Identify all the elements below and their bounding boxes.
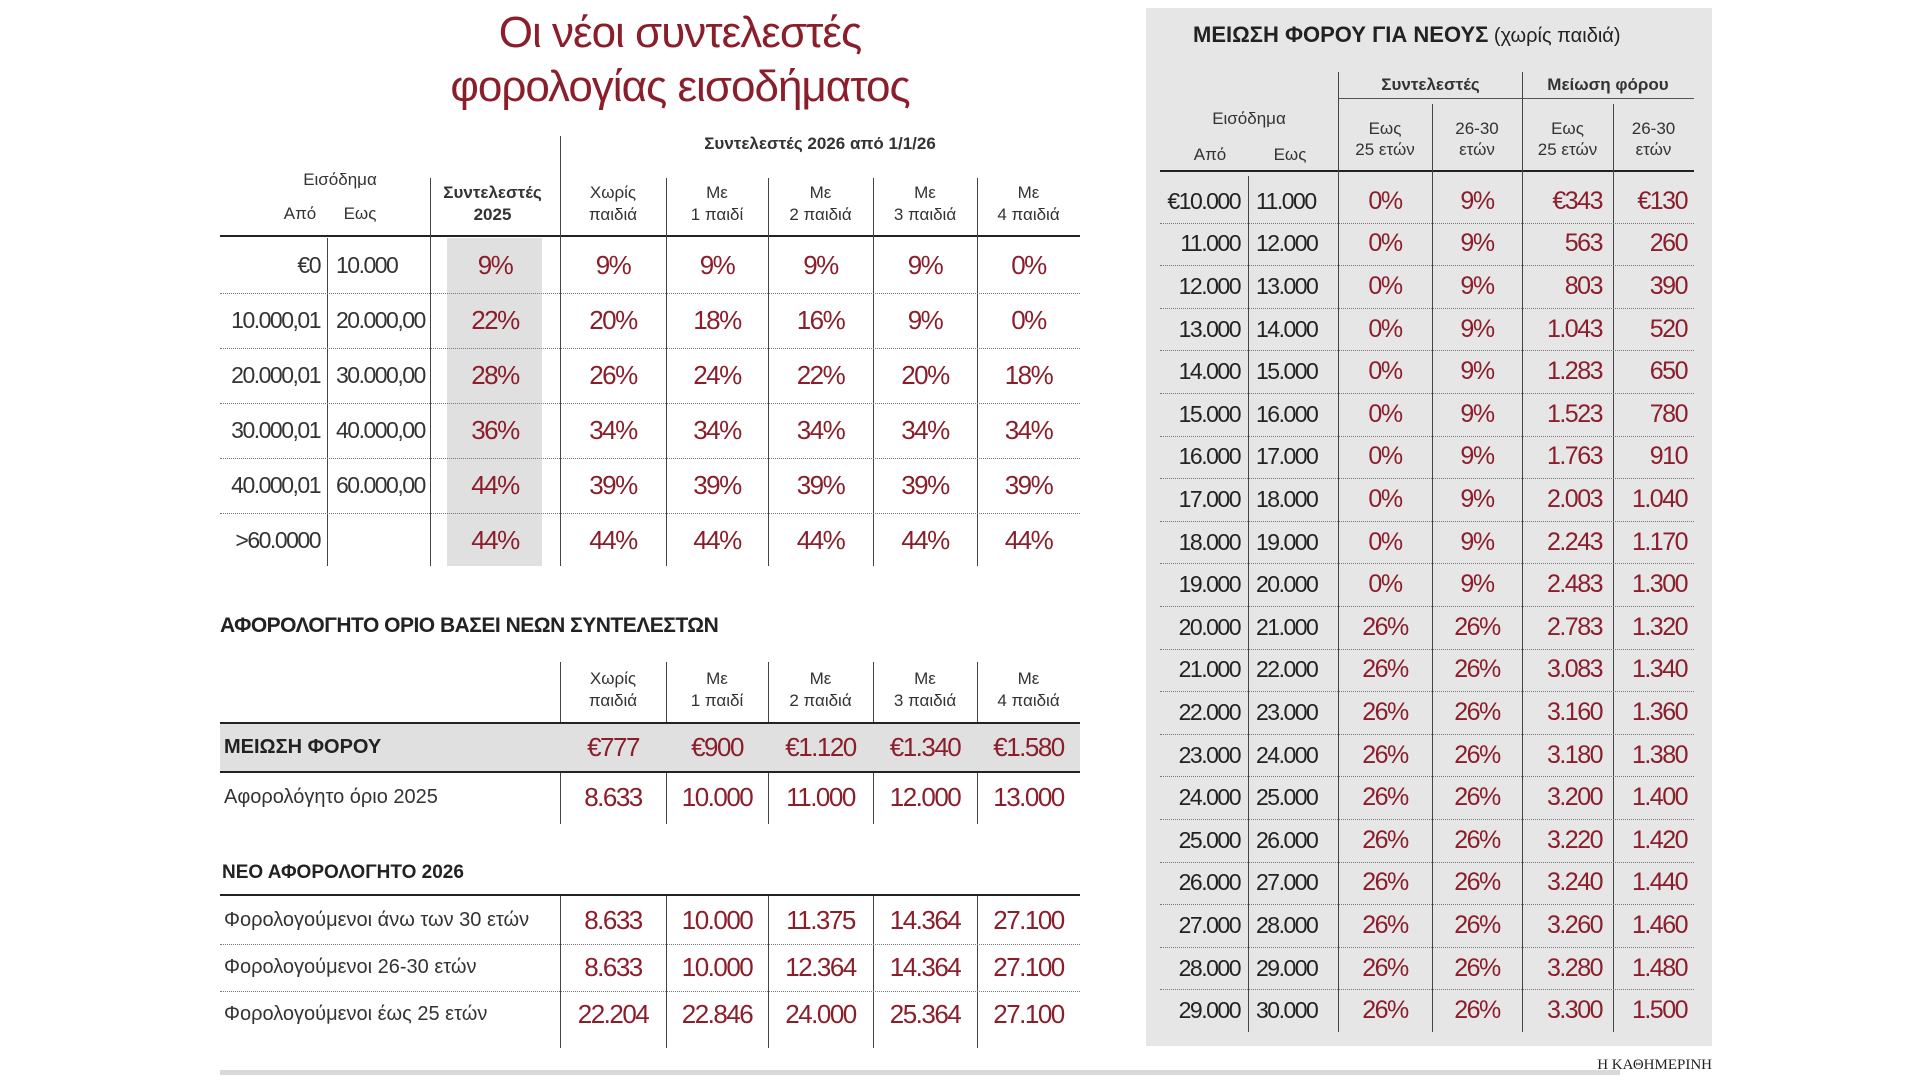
youth-heading-note: (χωρίς παιδιά)	[1488, 25, 1621, 47]
youth-income-to: 17.000	[1256, 443, 1318, 470]
youth-reduction-25: 3.180	[1546, 740, 1602, 769]
threshold-col-header	[560, 666, 666, 714]
youth-income-to: 18.000	[1256, 485, 1318, 512]
new-threshold-value: 25.364	[889, 999, 961, 1029]
threshold-col-header	[666, 666, 768, 714]
threshold-col-header	[768, 666, 873, 714]
youth-reduction-25: 803	[1564, 271, 1602, 300]
youth-income-to: 13.000	[1256, 272, 1318, 299]
youth-rate-26-30: 26%	[1454, 910, 1500, 939]
youth-reduction-26-30: €130	[1637, 186, 1687, 215]
income-to: 20.000,00	[336, 307, 425, 333]
youth-income-to: 19.000	[1256, 528, 1318, 555]
youth-income-from: 27.000	[1178, 911, 1240, 938]
limit-2025-value: 11.000	[786, 781, 855, 812]
youth-income-from: 12.000	[1178, 272, 1240, 299]
rate-2026: 44%	[901, 525, 949, 555]
youth-sub-header-line: Εως	[1551, 119, 1584, 138]
rate-2026: 18%	[1004, 360, 1053, 390]
threshold-col-header	[873, 666, 977, 714]
rate-2026: 44%	[1004, 525, 1053, 555]
youth-reduction-25: 1.763	[1546, 442, 1602, 471]
rate-2026: 39%	[901, 470, 949, 500]
rate-2026: 39%	[796, 470, 845, 500]
youth-rate-26-30: 26%	[1454, 655, 1500, 684]
youth-rate-25: 0%	[1368, 357, 1402, 386]
youth-rate-25: 0%	[1368, 399, 1402, 428]
youth-rate-26-30: 9%	[1460, 527, 1494, 556]
reduction-value: €900	[691, 732, 743, 762]
rate-2026: 39%	[1004, 470, 1053, 500]
rate-2025-header-line: Συντελεστές	[443, 183, 542, 202]
youth-sub-header-line: 26-30	[1455, 119, 1499, 138]
rate-2026: 34%	[901, 415, 949, 445]
new-threshold-value: 12.364	[785, 952, 856, 982]
youth-income-from: 28.000	[1178, 954, 1240, 981]
youth-reduction-26-30: 1.300	[1631, 570, 1687, 599]
income-header: Εισόδημα	[303, 170, 377, 189]
rate-2026: 34%	[796, 415, 845, 445]
income-from: 40.000,01	[231, 472, 320, 498]
youth-to-header: Εως	[1273, 144, 1307, 164]
limit-2025-value: 10.000	[681, 781, 753, 812]
youth-reduction-25: 3.240	[1546, 868, 1602, 897]
threshold-col-header-line: Με	[1017, 669, 1040, 688]
threshold-col-header-line: Χωρίς	[589, 669, 637, 688]
rate-2025: 44%	[471, 470, 519, 500]
youth-rate-25: 26%	[1362, 953, 1408, 982]
youth-income-from: 19.000	[1178, 571, 1240, 598]
youth-reduction-25: 2.243	[1546, 527, 1602, 556]
rate-2025-header-line: 2025	[473, 205, 512, 224]
youth-income-from: 23.000	[1178, 741, 1240, 768]
youth-reduction-26-30: 1.380	[1631, 740, 1687, 769]
new-threshold-value: 27.100	[993, 952, 1064, 982]
group-rule	[1338, 98, 1694, 99]
from-header: Από	[283, 204, 317, 223]
youth-reduction-26-30: 390	[1649, 271, 1687, 300]
rate-2026-col-header-line: Με	[809, 183, 832, 202]
rate-2026: 44%	[589, 525, 637, 555]
rate-2026-col-header-line: 2 παιδιά	[789, 205, 852, 224]
youth-income-from: 26.000	[1178, 869, 1240, 896]
rate-2026: 0%	[1011, 250, 1046, 280]
youth-rate-26-30: 26%	[1454, 612, 1500, 641]
new-threshold-label: Φορολογούμενοι έως 25 ετών	[224, 1003, 488, 1025]
income-from: 30.000,01	[231, 417, 320, 443]
threshold-col-header-line: 2 παιδιά	[789, 691, 852, 710]
youth-reduction-25: 2.003	[1546, 484, 1602, 513]
income-from: 10.000,01	[231, 307, 320, 333]
rate-2025: 36%	[471, 415, 519, 445]
new-threshold-value: 8.633	[584, 905, 642, 935]
rate-2026-col-header-line: Με	[1017, 183, 1040, 202]
youth-tax-panel	[1146, 8, 1712, 1046]
youth-rate-25: 0%	[1368, 229, 1402, 258]
youth-reduction-25: 1.283	[1546, 357, 1602, 386]
rate-2025: 9%	[477, 250, 513, 280]
youth-rate-25: 26%	[1362, 783, 1408, 812]
publisher-brand: Η ΚΑΘΗΜΕΡΙΝΗ	[1597, 1057, 1712, 1073]
rate-2026: 24%	[693, 360, 741, 390]
rate-2026: 9%	[595, 250, 631, 280]
youth-rate-26-30: 26%	[1454, 697, 1500, 726]
youth-income-to: 29.000	[1256, 954, 1318, 981]
youth-rate-26-30: 9%	[1460, 314, 1494, 343]
youth-reduction-25: 3.160	[1546, 697, 1602, 726]
rate-2026: 34%	[693, 415, 741, 445]
rate-2026: 39%	[693, 470, 741, 500]
new-threshold-value: 22.204	[577, 999, 649, 1029]
rate-2026-col-header-line: Με	[914, 183, 936, 202]
rate-2025: 44%	[471, 525, 519, 555]
youth-rate-26-30: 9%	[1460, 570, 1494, 599]
youth-sub-header	[1522, 116, 1613, 162]
youth-income-to: 22.000	[1256, 656, 1318, 683]
youth-income-from: 20.000	[1178, 613, 1240, 640]
rate-2026-col-header-line: παιδιά	[588, 205, 638, 224]
group-2026-header: Συντελεστές 2026 από 1/1/26	[704, 134, 936, 153]
youth-rate-26-30: 26%	[1454, 740, 1500, 769]
youth-income-from: 15.000	[1178, 400, 1240, 427]
income-from: €0	[297, 252, 320, 278]
youth-rate-25: 26%	[1362, 655, 1408, 684]
rate-2026: 18%	[693, 305, 741, 335]
youth-income-to: 24.000	[1256, 741, 1318, 768]
rate-2026: 9%	[907, 305, 943, 335]
rate-2026: 39%	[589, 470, 637, 500]
youth-income-to: 12.000	[1256, 230, 1318, 257]
youth-income-from: 13.000	[1178, 315, 1240, 342]
youth-sub-header	[1613, 116, 1694, 162]
youth-reduction-25: 1.043	[1546, 314, 1602, 343]
new-threshold-value: 22.846	[681, 999, 753, 1029]
youth-reduction-26-30: 1.440	[1631, 868, 1687, 897]
new-threshold-label: Φορολογούμενοι άνω των 30 ετών	[224, 909, 530, 931]
youth-income-to: 30.000	[1256, 997, 1318, 1024]
income-from: 20.000,01	[231, 362, 320, 388]
rate-2026-col-header-line: 4 παιδιά	[997, 205, 1060, 224]
new-threshold-value: 24.000	[785, 999, 856, 1029]
youth-rate-26-30: 9%	[1460, 271, 1494, 300]
youth-rate-25: 26%	[1362, 910, 1408, 939]
title-line-1: Οι νέοι συντελεστές	[498, 8, 862, 57]
youth-income-from: 21.000	[1178, 656, 1240, 683]
youth-sub-header-line: 26-30	[1631, 119, 1676, 138]
threshold-col-header-line: 1 παιδί	[690, 691, 744, 710]
reduction-label: ΜΕΙΩΣΗ ΦΟΡΟΥ	[224, 736, 382, 758]
rate-2026: 26%	[589, 360, 637, 390]
rate-2025: 22%	[471, 305, 519, 335]
youth-income-from: 18.000	[1178, 528, 1240, 555]
youth-income-to: 20.000	[1256, 571, 1318, 598]
rate-2026: 34%	[1004, 415, 1053, 445]
youth-reduction-26-30: 1.170	[1631, 527, 1687, 556]
threshold-col-header-line: Με	[809, 669, 832, 688]
youth-reduction-25: 3.300	[1546, 996, 1602, 1025]
youth-sub-header	[1432, 116, 1522, 162]
rate-2026: 20%	[589, 305, 637, 335]
threshold-col-header-line: παιδιά	[588, 691, 638, 710]
new-threshold-label: Φορολογούμενοι 26-30 ετών	[224, 956, 477, 978]
youth-reduction-26-30: 1.480	[1631, 953, 1687, 982]
threshold-col-header	[977, 666, 1080, 714]
youth-income-from: 17.000	[1178, 485, 1240, 512]
youth-reduction-25: 1.523	[1546, 399, 1602, 428]
income-to: 10.000	[336, 252, 398, 278]
youth-sub-header-line: 25 ετών	[1537, 140, 1598, 159]
youth-income-to: 14.000	[1256, 315, 1318, 342]
rate-2026-col-header-line: 3 παιδιά	[893, 205, 957, 224]
rate-2026: 9%	[699, 250, 735, 280]
youth-income-to: 15.000	[1256, 358, 1318, 385]
youth-reduction-26-30: 1.340	[1631, 655, 1687, 684]
youth-rate-26-30: 9%	[1460, 399, 1494, 428]
limit-2025-value: 12.000	[889, 781, 961, 812]
youth-reduction-26-30: 1.040	[1631, 484, 1687, 513]
youth-reduction-26-30: 1.500	[1631, 996, 1687, 1025]
youth-income-to: 16.000	[1256, 400, 1318, 427]
rate-2026: 44%	[796, 525, 845, 555]
rate-2026: 20%	[901, 360, 949, 390]
new-threshold-value: 14.364	[889, 952, 961, 982]
youth-rate-25: 0%	[1368, 442, 1402, 471]
threshold-col-header-line: Με	[914, 669, 936, 688]
youth-income-from: 29.000	[1178, 997, 1240, 1024]
rate-2026: 22%	[796, 360, 845, 390]
youth-from-header: Από	[1193, 144, 1227, 164]
title-line-2: φορολογίας εισοδήματος	[450, 62, 910, 111]
youth-rate-26-30: 26%	[1454, 996, 1500, 1025]
youth-rate-26-30: 9%	[1460, 357, 1494, 386]
youth-rate-26-30: 9%	[1460, 229, 1494, 258]
youth-rate-25: 0%	[1368, 186, 1402, 215]
new-threshold-value: 10.000	[681, 905, 753, 935]
youth-heading	[1193, 22, 1621, 48]
youth-sub-header-line: ετών	[1459, 140, 1495, 159]
youth-reduction-26-30: 1.420	[1631, 825, 1687, 854]
row-rule	[220, 771, 1080, 773]
youth-income-to: 21.000	[1256, 613, 1318, 640]
new-threshold-value: 8.633	[584, 952, 642, 982]
youth-rate-26-30: 26%	[1454, 953, 1500, 982]
new-threshold-heading: ΝΕΟ ΑΦΟΡΟΛΟΓΗΤΟ 2026	[222, 862, 464, 883]
youth-reduction-25: 3.260	[1546, 910, 1602, 939]
reduction-value: €1.120	[785, 732, 856, 762]
reduction-value: €777	[587, 732, 639, 762]
youth-income-from: 14.000	[1178, 358, 1240, 385]
youth-rate-25: 26%	[1362, 697, 1408, 726]
new-threshold-value: 27.100	[993, 905, 1064, 935]
to-header: Εως	[343, 204, 377, 223]
rate-2026: 9%	[803, 250, 838, 280]
rate-2025: 28%	[471, 360, 519, 390]
income-to: 40.000,00	[336, 417, 425, 443]
youth-sub-header-line: Εως	[1368, 119, 1402, 138]
youth-reduction-25: 3.220	[1546, 825, 1602, 854]
rate-2026-col-header-line: Με	[706, 183, 728, 202]
header-rule	[220, 894, 1080, 896]
youth-income-to: 28.000	[1256, 911, 1318, 938]
youth-rates-group: Συντελεστές	[1381, 74, 1480, 94]
limit-2025-value: 13.000	[993, 781, 1064, 812]
youth-sub-header	[1338, 116, 1432, 162]
youth-reduction-26-30: 260	[1649, 229, 1687, 258]
youth-sub-header-line: ετών	[1635, 140, 1672, 159]
youth-rate-25: 0%	[1368, 314, 1402, 343]
reduction-value: €1.340	[889, 732, 961, 762]
threshold-heading: ΑΦΟΡΟΛΟΓΗΤΟ ΟΡΙΟ ΒΑΣΕΙ ΝΕΩΝ ΣΥΝΤΕΛΕΣΤΩΝ	[220, 614, 719, 637]
rate-2026: 0%	[1011, 305, 1046, 335]
youth-income-from: €10.000	[1167, 187, 1240, 214]
youth-rate-26-30: 9%	[1460, 186, 1494, 215]
youth-rate-25: 0%	[1368, 570, 1402, 599]
youth-income-to: 11.000	[1256, 187, 1316, 214]
rate-2026: 9%	[907, 250, 943, 280]
youth-income-from: 25.000	[1178, 826, 1240, 853]
youth-rate-26-30: 26%	[1454, 783, 1500, 812]
youth-sub-header-line: 25 ετών	[1355, 140, 1415, 159]
youth-reduction-26-30: 910	[1649, 442, 1687, 471]
youth-reduction-25: 2.783	[1546, 612, 1602, 641]
youth-reduction-26-30: 520	[1649, 314, 1687, 343]
rate-2026: 16%	[796, 305, 845, 335]
youth-income-to: 26.000	[1256, 826, 1318, 853]
youth-reduction-26-30: 780	[1649, 399, 1687, 428]
youth-reduction-26-30: 1.320	[1631, 612, 1687, 641]
youth-income-from: 24.000	[1178, 784, 1240, 811]
youth-reduction-group: Μείωση φόρου	[1547, 74, 1669, 94]
new-threshold-value: 14.364	[889, 905, 961, 935]
youth-reduction-25: 3.200	[1546, 783, 1602, 812]
youth-income-header: Εισόδημα	[1212, 108, 1286, 128]
new-threshold-value: 11.375	[786, 905, 855, 935]
youth-income-from: 22.000	[1178, 698, 1240, 725]
youth-rate-26-30: 9%	[1460, 484, 1494, 513]
income-to: 60.000,00	[336, 472, 425, 498]
youth-rate-26-30: 26%	[1454, 825, 1500, 854]
youth-income-to: 23.000	[1256, 698, 1318, 725]
threshold-col-header-line: 3 παιδιά	[893, 691, 957, 710]
youth-heading-bold: ΜΕΙΩΣΗ ΦΟΡΟΥ ΓΙΑ ΝΕΟΥΣ	[1193, 22, 1489, 47]
reduction-value: €1.580	[993, 732, 1064, 762]
youth-rate-25: 0%	[1368, 527, 1402, 556]
youth-rate-25: 0%	[1368, 484, 1402, 513]
youth-rate-25: 26%	[1362, 612, 1408, 641]
rate-2026-col-header-line: Χωρίς	[589, 183, 637, 202]
youth-rate-25: 26%	[1362, 740, 1408, 769]
youth-reduction-26-30: 1.360	[1631, 697, 1687, 726]
rate-2026-col-header-line: 1 παιδί	[690, 205, 744, 224]
youth-reduction-26-30: 1.460	[1631, 910, 1687, 939]
youth-income-to: 27.000	[1256, 869, 1318, 896]
rate-2026: 44%	[693, 525, 741, 555]
youth-reduction-25: 2.483	[1546, 570, 1602, 599]
threshold-col-header-line: Με	[706, 669, 728, 688]
youth-income-to: 25.000	[1256, 784, 1318, 811]
youth-reduction-25: €343	[1552, 186, 1602, 215]
youth-rate-25: 26%	[1362, 868, 1408, 897]
youth-rate-26-30: 9%	[1460, 442, 1494, 471]
limit-2025-label: Αφορολόγητο όριο 2025	[224, 785, 438, 808]
income-to: 30.000,00	[336, 362, 425, 388]
limit-2025-value: 8.633	[584, 781, 642, 812]
youth-reduction-26-30: 1.400	[1631, 783, 1687, 812]
youth-reduction-25: 563	[1564, 229, 1602, 258]
threshold-col-header-line: 4 παιδιά	[997, 691, 1060, 710]
income-from: >60.0000	[235, 527, 320, 553]
youth-rate-26-30: 26%	[1454, 868, 1500, 897]
youth-income-from: 16.000	[1178, 443, 1240, 470]
new-threshold-value: 27.100	[993, 999, 1064, 1029]
youth-reduction-26-30: 650	[1649, 357, 1687, 386]
new-threshold-value: 10.000	[681, 952, 753, 982]
youth-rate-25: 0%	[1368, 271, 1402, 300]
youth-rate-25: 26%	[1362, 825, 1408, 854]
youth-rate-25: 26%	[1362, 996, 1408, 1025]
rate-2026: 34%	[589, 415, 637, 445]
youth-reduction-25: 3.083	[1546, 655, 1602, 684]
youth-income-from: 11.000	[1180, 230, 1240, 257]
footer-divider	[220, 1070, 1620, 1075]
youth-reduction-25: 3.280	[1546, 953, 1602, 982]
